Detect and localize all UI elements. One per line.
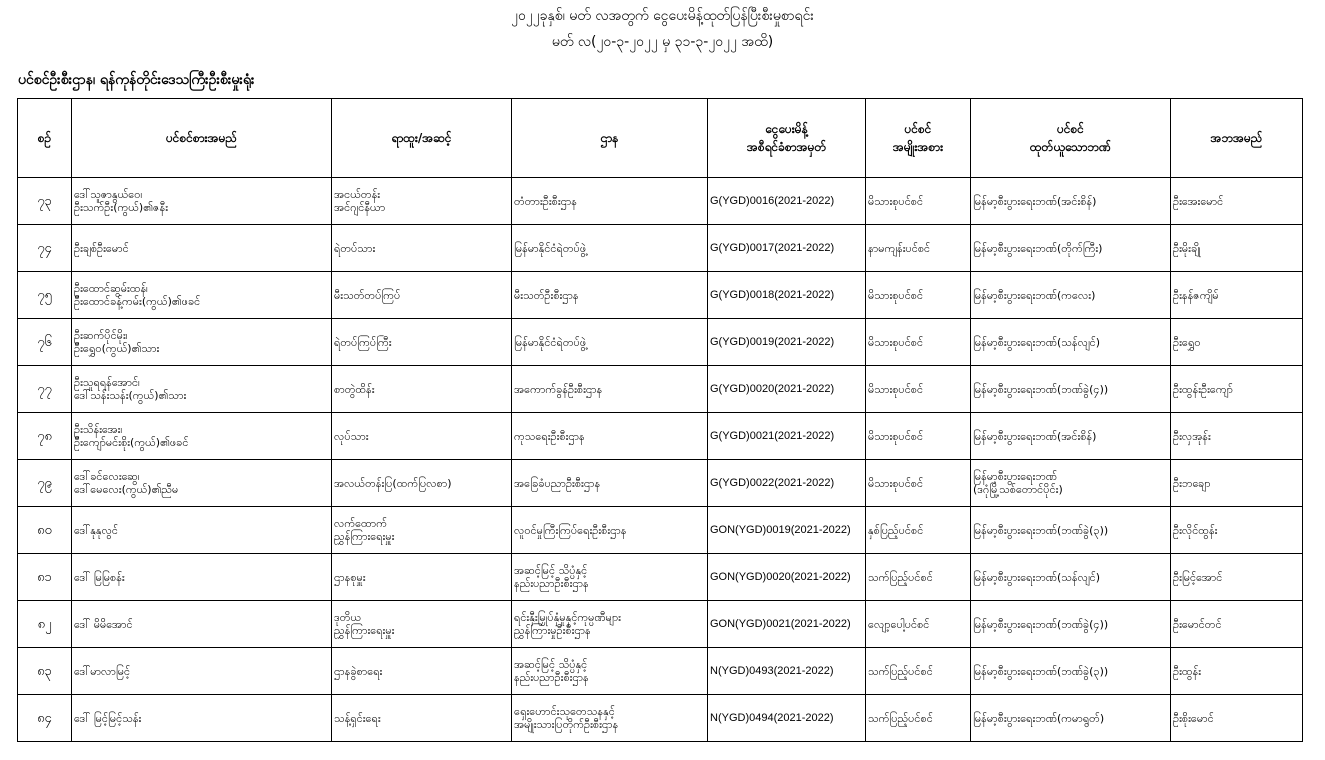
table-row bbox=[18, 601, 1303, 648]
department-cell bbox=[512, 695, 708, 742]
col-serial-header bbox=[18, 99, 72, 178]
col-bank-header bbox=[971, 99, 1171, 178]
table-row bbox=[18, 460, 1303, 507]
cell-line: (ဒဂုံမြို့သစ်တောင်ပိုင်း) bbox=[973, 483, 1063, 496]
cell-line: မြန်မာ့စီးပွားရေးဘဏ်(ဘဏ်ခွဲ(၄)) bbox=[973, 617, 1109, 631]
report-period: မတ် လ(၂၀-၃-၂၀၂၂ မှ ၃၁-၃-၂၀၂၂ အထိ) bbox=[551, 34, 774, 50]
cell-line: ဦးသူရရန်အောင်၊ bbox=[74, 376, 140, 389]
bank-cell bbox=[971, 507, 1171, 554]
pension-type-cell: နှစ်ပြည့်ပင်စင် bbox=[866, 507, 971, 554]
header-line: ရာထူး/အဆင့် bbox=[391, 131, 452, 145]
order-number-cell: G(YGD)0018(2021-2022) bbox=[708, 272, 866, 319]
serial-cell: ၈၄ bbox=[18, 695, 72, 742]
pension-type-cell: မိသားစုပင်စင် bbox=[866, 366, 971, 413]
bank-cell bbox=[971, 366, 1171, 413]
col-order-number-header bbox=[708, 99, 866, 178]
table-row bbox=[18, 554, 1303, 601]
cell-line: ဒေါ် မြမြစန်း bbox=[74, 570, 125, 584]
father-name-cell: ဦးအေးမောင် bbox=[1171, 178, 1303, 225]
header-line: အမျိုးအစား bbox=[892, 140, 944, 154]
order-number-cell: G(YGD)0020(2021-2022) bbox=[708, 366, 866, 413]
cell-line: ဒေါ်မာလာမြင့် bbox=[74, 664, 131, 678]
cell-line: မြန်မာ့စီးပွားရေးဘဏ်(တိုက်ကြီး) bbox=[973, 241, 1103, 255]
cell-line: ကုသရေးဦးစီးဌာန bbox=[514, 429, 585, 443]
header-line: ထုတ်ယူသောဘဏ် bbox=[1029, 140, 1112, 154]
order-number-cell: GON(YGD)0021(2021-2022) bbox=[708, 601, 866, 648]
cell-line: ဦးရွှေဝ(ကွယ်)၏သား bbox=[74, 342, 160, 355]
cell-line: မြန်မာ့စီးပွားရေးဘဏ်(အင်းစိန်) bbox=[973, 194, 1097, 208]
cell-line: မြန်မာ့စီးပွားရေးဘဏ်(အင်းစိန်) bbox=[973, 429, 1097, 443]
bank-cell bbox=[971, 648, 1171, 695]
cell-line: လက်ထောက် bbox=[334, 517, 387, 530]
pension-type-cell: သက်ပြည့်ပင်စင် bbox=[866, 648, 971, 695]
pensioner-name-cell bbox=[72, 648, 332, 695]
bank-cell bbox=[971, 460, 1171, 507]
serial-cell: ၇၅ bbox=[18, 272, 72, 319]
table-row bbox=[18, 366, 1303, 413]
pensioner-name-cell bbox=[72, 507, 332, 554]
order-number-cell: G(YGD)0016(2021-2022) bbox=[708, 178, 866, 225]
cell-line: ဒေါ်ခင်လေးဆွေ၊ bbox=[74, 470, 140, 483]
cell-line: အကောက်ခွန်ဦးစီးဌာန bbox=[514, 382, 603, 396]
cell-line: အမျိုးသားပြတိုက်ဦးစီးဌာန bbox=[514, 718, 619, 731]
rank-cell bbox=[332, 507, 512, 554]
bank-cell bbox=[971, 272, 1171, 319]
pension-type-cell: လျော့ပေါ့ပင်စင် bbox=[866, 601, 971, 648]
serial-cell: ၈၀ bbox=[18, 507, 72, 554]
cell-line: မီးသတ်ဦးစီးဌာန bbox=[514, 288, 579, 302]
bank-cell bbox=[971, 413, 1171, 460]
cell-line: ဦးကျော်မင်းစိုး(ကွယ်)၏ဖခင် bbox=[74, 436, 189, 449]
cell-line: ညွှန်ကြားရေးမှူး bbox=[334, 530, 395, 543]
serial-cell: ၇၉ bbox=[18, 460, 72, 507]
col-pension-type-header bbox=[866, 99, 971, 178]
header-line: အစီရင်ခံစာအမှတ် bbox=[746, 140, 827, 154]
cell-line: မြန်မာ့စီးပွားရေးဘဏ်(သန်လျင်) bbox=[973, 570, 1101, 584]
header-line: ပင်စင် bbox=[904, 122, 932, 136]
serial-cell: ၇၄ bbox=[18, 225, 72, 272]
cell-line: ဌာနခွဲစာရေး bbox=[334, 664, 383, 678]
col-father-name-header bbox=[1171, 99, 1303, 178]
header-line: ဌာန bbox=[600, 131, 619, 145]
rank-cell bbox=[332, 225, 512, 272]
cell-line: မြန်မာ့စီးပွားရေးဘဏ်(ကလေး) bbox=[973, 288, 1096, 302]
cell-line: ဒေါ် မိမိအောင် bbox=[74, 617, 133, 631]
cell-line: ဒုတိယ bbox=[334, 611, 362, 624]
order-number-cell: G(YGD)0019(2021-2022) bbox=[708, 319, 866, 366]
father-name-cell: ဦးစိုးမောင် bbox=[1171, 695, 1303, 742]
cell-line: မြန်မာ့စီးပွားရေးဘဏ်(သန်လျင်) bbox=[973, 335, 1101, 349]
pensioner-name-cell bbox=[72, 460, 332, 507]
department-cell bbox=[512, 225, 708, 272]
department-cell bbox=[512, 272, 708, 319]
cell-line: မြန်မာ့စီးပွားရေးဘဏ်(ဘဏ်ခွဲ(၄)) bbox=[973, 382, 1109, 396]
report-title: ၂၀၂၂ခုနှစ်၊ မတ် လအတွက် ငွေပေးမိန့်ထုတ်ပြန်ပြီးစီးမှုစာရင်း bbox=[511, 8, 814, 24]
department-cell bbox=[512, 178, 708, 225]
rank-cell bbox=[332, 413, 512, 460]
father-name-cell: ဦးလှအုန်း bbox=[1171, 413, 1303, 460]
cell-line: အင်ဂျင်နီယာ bbox=[334, 201, 386, 214]
father-name-cell: ဦးထွန်းဦးကျော် bbox=[1171, 366, 1303, 413]
col-pensioner-name-header bbox=[72, 99, 332, 178]
cell-line: အငယ်တန်း bbox=[334, 188, 381, 201]
order-number-cell: G(YGD)0017(2021-2022) bbox=[708, 225, 866, 272]
cell-line: မီးသတ်တပ်ကြပ် bbox=[334, 288, 401, 302]
cell-line: ညွှန်ကြားရေးမှူး bbox=[334, 624, 395, 637]
cell-line: စာတွဲထိန်း bbox=[334, 382, 375, 396]
table-header-row bbox=[18, 99, 1303, 178]
rank-cell bbox=[332, 366, 512, 413]
order-number-cell: GON(YGD)0020(2021-2022) bbox=[708, 554, 866, 601]
table-row bbox=[18, 319, 1303, 366]
serial-cell: ၇၇ bbox=[18, 366, 72, 413]
cell-line: အခြေခံပညာဦးစီးဌာန bbox=[514, 476, 601, 490]
col-rank-header bbox=[332, 99, 512, 178]
pensioner-name-cell bbox=[72, 601, 332, 648]
pension-type-cell: မိသားစုပင်စင် bbox=[866, 460, 971, 507]
cell-line: ညွှန်ကြားမှုဦးစီးဌာန bbox=[514, 624, 591, 637]
bank-cell bbox=[971, 178, 1171, 225]
order-number-cell: GON(YGD)0019(2021-2022) bbox=[708, 507, 866, 554]
department-cell bbox=[512, 460, 708, 507]
department-cell bbox=[512, 554, 708, 601]
pension-type-cell: နာမကျန်းပင်စင် bbox=[866, 225, 971, 272]
pensioner-name-cell bbox=[72, 272, 332, 319]
col-department-header bbox=[512, 99, 708, 178]
department-cell bbox=[512, 507, 708, 554]
cell-line: ဦးသိန်းအေး၊ bbox=[74, 423, 123, 436]
pensioner-name-cell bbox=[72, 366, 332, 413]
pension-type-cell: မိသားစုပင်စင် bbox=[866, 319, 971, 366]
cell-line: မြန်မာ့စီးပွားရေးဘဏ်(ကမာရွတ်) bbox=[973, 711, 1105, 725]
pensioner-name-cell bbox=[72, 413, 332, 460]
department-cell bbox=[512, 648, 708, 695]
serial-cell: ၇၆ bbox=[18, 319, 72, 366]
serial-cell: ၈၃ bbox=[18, 648, 72, 695]
cell-line: မြန်မာနိုင်ငံရဲတပ်ဖွဲ့ bbox=[514, 241, 587, 255]
cell-line: နည်းပညာဦးစီးဌာန bbox=[514, 671, 589, 684]
cell-line: မြန်မာ့စီးပွားရေးဘဏ်(ဘဏ်ခွဲ(၃)) bbox=[973, 523, 1109, 537]
cell-line: ဌာနစုမှူး bbox=[334, 570, 366, 584]
bank-cell bbox=[971, 225, 1171, 272]
cell-line: အဆင့်မြင့် သိပ္ပံနှင့် bbox=[514, 564, 588, 577]
pensioner-name-cell bbox=[72, 319, 332, 366]
table-row bbox=[18, 272, 1303, 319]
pension-type-cell: သက်ပြည့်ပင်စင် bbox=[866, 554, 971, 601]
table-row bbox=[18, 225, 1303, 272]
rank-cell bbox=[332, 178, 512, 225]
father-name-cell: ဦးလိုင်ထွန်း bbox=[1171, 507, 1303, 554]
department-cell bbox=[512, 366, 708, 413]
rank-cell bbox=[332, 648, 512, 695]
bank-cell bbox=[971, 319, 1171, 366]
cell-line: ရဲတပ်သား bbox=[334, 241, 376, 255]
cell-line: ဒေါ်နုနုလွင် bbox=[74, 523, 119, 537]
father-name-cell: ဦးမောင်တင် bbox=[1171, 601, 1303, 648]
order-number-cell: G(YGD)0021(2021-2022) bbox=[708, 413, 866, 460]
cell-line: ရဲတပ်ကြပ်ကြီး bbox=[334, 335, 392, 349]
office-heading: ပင်စင်ဦးစီးဌာန၊ ရန်ကုန်တိုင်းဒေသကြီးဦးစီးမှုးရုံး bbox=[18, 72, 255, 88]
serial-cell: ၇၃ bbox=[18, 178, 72, 225]
rank-cell bbox=[332, 460, 512, 507]
cell-line: ဦးသက်ဦး(ကွယ်)၏ဇနီး bbox=[74, 201, 169, 214]
father-name-cell: ဦးဘချော bbox=[1171, 460, 1303, 507]
table-body bbox=[18, 178, 1303, 742]
department-cell bbox=[512, 601, 708, 648]
father-name-cell: ဦးမြင့်အောင် bbox=[1171, 554, 1303, 601]
cell-line: ဦးထောင်ဆွမ်းထန်၊ bbox=[74, 282, 148, 295]
cell-line: ဒေါ်မေလေး(ကွယ်)၏ညီမ bbox=[74, 483, 179, 496]
cell-line: လုပ်သား bbox=[334, 429, 369, 443]
department-cell bbox=[512, 319, 708, 366]
bank-cell bbox=[971, 695, 1171, 742]
father-name-cell: ဦးမိုးချို bbox=[1171, 225, 1303, 272]
cell-line: ရှေးဟောင်းသုတေသနနှင့် bbox=[514, 705, 615, 718]
cell-line: မြန်မာ့စီးပွားရေးဘဏ် bbox=[973, 470, 1057, 483]
pension-type-cell: မိသားစုပင်စင် bbox=[866, 178, 971, 225]
cell-line: တံတားဦးစီးဌာန bbox=[514, 194, 577, 208]
header-line: ငွေပေးမိန့် bbox=[765, 122, 808, 136]
rank-cell bbox=[332, 554, 512, 601]
pensioner-name-cell bbox=[72, 695, 332, 742]
father-name-cell: ဦးနန်ဇကျိမ် bbox=[1171, 272, 1303, 319]
cell-line: နည်းပညာဦးစီးဌာန bbox=[514, 577, 589, 590]
cell-line: ဦးဆက်ပိုင်မိုး၊ bbox=[74, 329, 128, 342]
header-line: ပင်စင် bbox=[1057, 122, 1084, 136]
cell-line: ဒေါ်သူဇာနွယ်ဝေ၊ bbox=[74, 188, 143, 201]
cell-line: ရင်းနှီးမြှုပ်နှံမှုနှင့်ကုမ္ပဏီများ bbox=[514, 611, 621, 624]
father-name-cell: ဦးထွန်း bbox=[1171, 648, 1303, 695]
serial-cell: ၈၂ bbox=[18, 601, 72, 648]
cell-line: လူဝင်မှုကြီးကြပ်ရေးဦးစီးဌာန bbox=[514, 523, 627, 537]
header-line: ပင်စင်စားအမည် bbox=[165, 131, 238, 145]
table-row bbox=[18, 507, 1303, 554]
cell-line: ဦးချစ်ဦးမောင် bbox=[74, 241, 129, 255]
table-row bbox=[18, 178, 1303, 225]
cell-line: ဒေါ် မြင့်မြင့်သန်း bbox=[74, 711, 142, 725]
header-line: စဉ် bbox=[37, 131, 52, 145]
pension-type-cell: မိသားစုပင်စင် bbox=[866, 413, 971, 460]
order-number-cell: N(YGD)0493(2021-2022) bbox=[708, 648, 866, 695]
rank-cell bbox=[332, 272, 512, 319]
cell-line: အလယ်တန်းပြ(ထက်ပြလစာ) bbox=[334, 476, 452, 490]
rank-cell bbox=[332, 601, 512, 648]
cell-line: အဆင့်မြင့် သိပ္ပံနှင့် bbox=[514, 658, 588, 671]
pensioner-name-cell bbox=[72, 225, 332, 272]
pension-type-cell: မိသားစုပင်စင် bbox=[866, 272, 971, 319]
cell-line: ဒေါ်သန်းသန်း(ကွယ်)၏သား bbox=[74, 389, 187, 402]
order-number-cell: G(YGD)0022(2021-2022) bbox=[708, 460, 866, 507]
table-row bbox=[18, 695, 1303, 742]
father-name-cell: ဦးရွှေဝ bbox=[1171, 319, 1303, 366]
pensioner-name-cell bbox=[72, 178, 332, 225]
rank-cell bbox=[332, 319, 512, 366]
cell-line: မြန်မာ့စီးပွားရေးဘဏ်(ဘဏ်ခွဲ(၃)) bbox=[973, 664, 1109, 678]
department-cell bbox=[512, 413, 708, 460]
table-row bbox=[18, 648, 1303, 695]
cell-line: သန့်ရှင်းရေး bbox=[334, 711, 381, 725]
pensioner-name-cell bbox=[72, 554, 332, 601]
bank-cell bbox=[971, 554, 1171, 601]
pension-table bbox=[17, 98, 1303, 742]
order-number-cell: N(YGD)0494(2021-2022) bbox=[708, 695, 866, 742]
pension-type-cell: သက်ပြည့်ပင်စင် bbox=[866, 695, 971, 742]
bank-cell bbox=[971, 601, 1171, 648]
serial-cell: ၇၈ bbox=[18, 413, 72, 460]
header-line: အဘအမည် bbox=[1210, 131, 1263, 145]
cell-line: ဦးထောင်ခန့်ကမ်း(ကွယ်)၏ဖခင် bbox=[74, 295, 201, 308]
cell-line: မြန်မာနိုင်ငံရဲတပ်ဖွဲ့ bbox=[514, 335, 587, 349]
table-row bbox=[18, 413, 1303, 460]
rank-cell bbox=[332, 695, 512, 742]
serial-cell: ၈၁ bbox=[18, 554, 72, 601]
